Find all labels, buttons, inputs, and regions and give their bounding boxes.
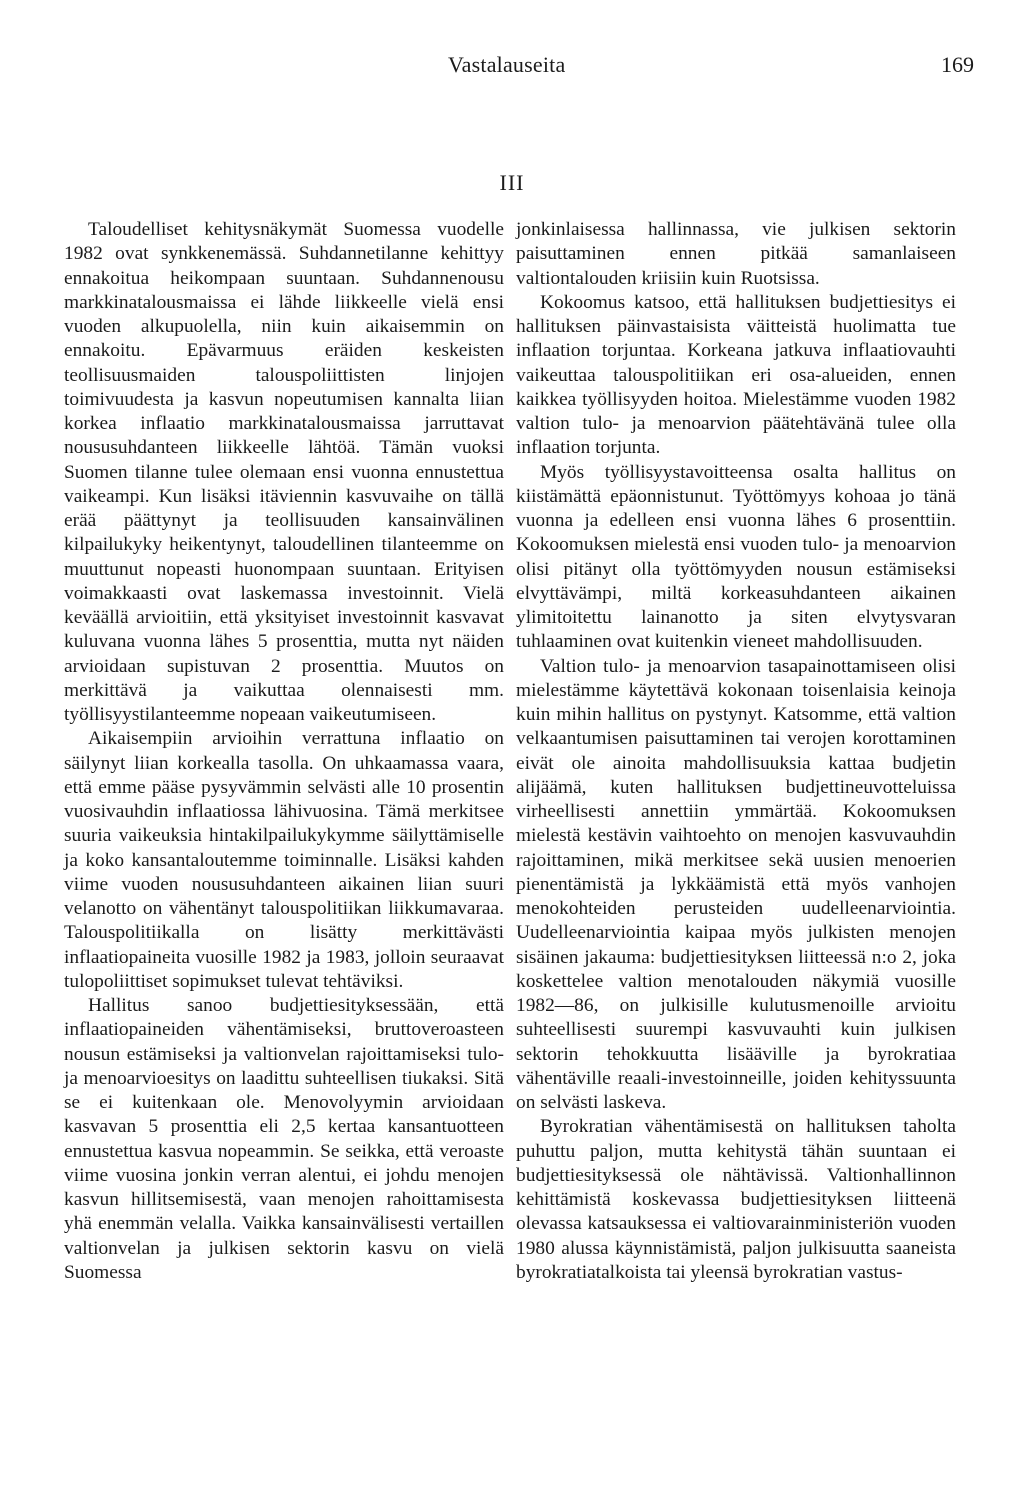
paragraph: Hallitus sanoo budjettiesityksessään, että inflaatiopaineiden vähentämiseksi, bruttoveroasteen nousun estämiseksi ja valtionvelan rajoittamiseksi tulo- ja menoarvioesitys on laadittu suhteellisen tiukaksi. Sitä se ei kuitenkaan ole. Menovolyymin arvioidaan kasvavan 5 prosenttia eli 2,5 kertaa kansantuotteen ennustettua kasvua nopeammin. Se seikka, että veroaste viime vuosina jonkin verran alentui, ei johdu menojen kasvun hillitsemisestä, vaan menojen rahoittamisesta yhä enemmän velalla. Vaikka kansainvälisesti vertaillen valtionvelan ja julkisen sektorin kasvu on vielä Suomessa	[64, 995, 504, 1283]
paragraph: Taloudelliset kehitysnäkymät Suomessa vuodelle 1982 ovat synkkenemässä. Suhdannetilanne kehittyy ennakoitua heikompaan suuntaan. Suhdannenousu markkinatalousmaissa ei lähde liikkeelle vielä ensi vuoden alkupuolella, niin kuin aikaisemmin on ennakoitu. Epävarmuus eräiden keskeisten teollisuusmaiden talouspoliittisten linjojen toimivuudesta ja kasvun nopeutumisen kannalta liian korkea inflaatio markkinatalousmaissa jarruttavat noususuhdanteen liikkeelle lähtöä. Tämän vuoksi Suomen tilanne tulee olemaan ensi vuonna ennustettua vaikeampi. Kun lisäksi itäviennin kasvuvaihe on tällä erää päättynyt ja teollisuuden kansainvälinen kilpailukyky heikentynyt, taloudellinen tilanteemme on muuttunut nopeasti huonompaan suuntaan. Erityisen voimakkaasti ovat laskemassa investoinnit. Vielä keväällä arvioitiin, että yksityiset investoinnit kasvavat kuluvana vuonna lähes 5 prosenttia, mutta nyt näiden arvioidaan supistuvan 2 prosenttia. Muutos on merkittävä ja vaikuttaa olennaisesti mm. työllisyystilanteemme nopeaan vaikeutumiseen.	[64, 219, 504, 725]
section-numeral: III	[499, 170, 525, 195]
page-header	[0, 52, 1024, 82]
right-column	[516, 218, 956, 1285]
paragraph: Aikaisempiin arvioihin verrattuna inflaatio on säilynyt liian korkealla tasolla. On uhkaamassa vaara, että emme pääse pysyvämmin selvästi alle 10 prosentin vuosivauhdin inflaatiossa lähivuosina. Tämä merkitsee suuria vaikeuksia hintakilpailukykymme säilyttämiselle ja koko kansantaloutemme toiminnalle. Lisäksi kahden viime vuoden noususuhdanteen aikainen liian suuri velanotto on vähentänyt talouspolitiikan liikkumavaraa. Talouspolitiikalla on lisätty merkittävästi inflaatiopaineita vuosille 1982 ja 1983, jolloin seuraavat tulopoliittiset sopimukset tulevat tehtäviksi.	[64, 728, 504, 992]
paragraph: jonkinlaisessa hallinnassa, vie julkisen sektorin paisuttaminen ennen pitkää samanlaiseen valtiontalouden kriisiin kuin Ruotsissa.	[516, 219, 956, 289]
running-title: Vastalauseita	[448, 52, 566, 77]
paragraph: Myös työllisyystavoitteensa osalta hallitus on kiistämättä epäonnistunut. Työttömyys kohoaa jo tänä vuonna ja edelleen ensi vuonna lähes 6 prosenttiin. Kokoomuksen mielestä ensi vuoden tulo- ja menoarvion olisi pitänyt olla työttömyyden nousun estämiseksi elvyttävämpi, miltä korkeasuhdanteen aikainen ylimitoitettu lainanotto ja siten elvytysvaran tuhlaaminen ovat kuitenkin vieneet mahdollisuuden.	[516, 461, 956, 653]
page-number: 169	[941, 52, 974, 77]
left-column	[64, 218, 504, 1285]
paragraph: Valtion tulo- ja menoarvion tasapainottamiseen olisi mielestämme käytettävä kokonaan toisenlaisia keinoja kuin mihin hallitus on pystynyt. Katsomme, että valtion velkaantumisen paisuttaminen tai verojen korottaminen eivät ole ainoita mahdollisuuksia kattaa budjetin alijäämä, kuten hallituksen budjettineuvotteluissa virheellisesti annettiin ymmärtää. Kokoomuksen mielestä kestävin vaihtoehto on menojen kasvuvauhdin rajoittaminen, mikä merkitsee sekä uusien menoerien pienentämistä ja lykkäämistä että myös vanhojen menokohteiden perusteiden uudelleenarviointia. Uudelleenarviointia kaipaa myös julkisten menojen sisäinen jakauma: budjettiesityksen liitteessä n:o 2, joka koskettelee valtion menotalouden näkymiä vuosille 1982—86, on julkisille kulutusmenoille arvioitu suhteellisesti suurempi kasvuvauhti kuin julkisen sektorin tehokkuutta lisääville ja byrokratiaa vähentäville reaali-investoinneille, joiden kehityssuunta on selvästi laskeva.	[516, 655, 956, 1113]
paragraph: Byrokratian vähentämisestä on hallituksen taholta puhuttu paljon, mutta kehitystä tähän suuntaan ei budjettiesityksessä ole nähtävissä. Valtionhallinnon kehittämistä koskevassa budjettiesityksen liitteenä olevassa katsauksessa ei valtiovarainministeriön vuoden 1980 alussa käynnistämistä, paljon julkisuutta saaneista byrokratiatalkoista tai yleensä byrokratian vastus-	[516, 1116, 956, 1283]
paragraph: Kokoomus katsoo, että hallituksen budjettiesitys ei hallituksen päinvastaisista väitteistä huolimatta tue inflaation torjuntaa. Korkeana jatkuva inflaatiovauhti vaikeuttaa talouspolitiikan eri osa-alueiden, ennen kaikkea työllisyyden hoitoa. Mielestämme vuoden 1982 valtion tulo- ja menoarvion päätehtävänä tulee olla inflaation torjunta.	[516, 291, 956, 459]
